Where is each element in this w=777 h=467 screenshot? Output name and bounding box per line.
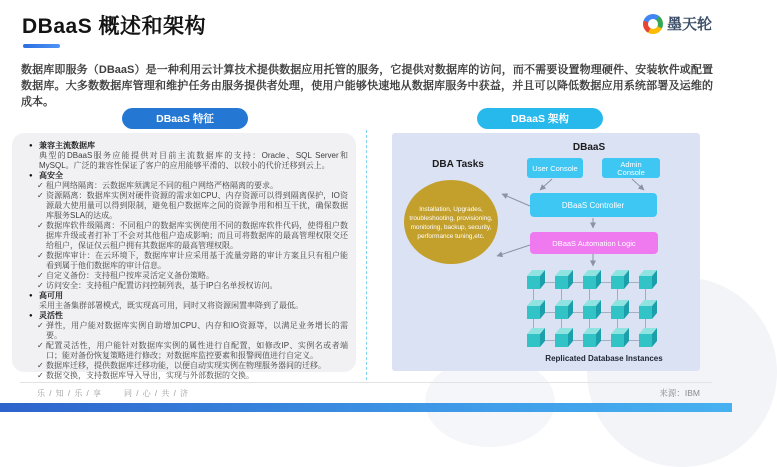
bullet-icon: ●: [29, 313, 33, 319]
motto-right: 同 / 心 / 共 / 济: [124, 389, 190, 398]
arrow-adminconsole-controller: [632, 179, 644, 190]
architecture-diagram: [392, 133, 700, 371]
features-panel: [12, 133, 356, 380]
dashed-divider: [366, 130, 367, 380]
admin-console-label: Console: [617, 168, 645, 177]
section-title: 高可用: [39, 291, 63, 300]
arrow-automation-dbatasks: [497, 245, 530, 256]
section-body: 采用主备集群部署模式，既实现高可用，同时又将资源闲置率降到了最低。: [39, 301, 303, 310]
check-icon: ✓: [37, 191, 44, 200]
admin-console-label: Admin: [620, 160, 642, 169]
list-item: ✓ 弹性，用户能对数据库实例自助增加CPU、内存和IO资源等，以满足业务增长的需要。: [37, 321, 348, 340]
list-item: ✓ 资源隔离：数据库实例对硬件资源的需求如CPU、内存资源可以得到隔离保护，IO资源最大使用量可以得到限制，避免租户数据库之间的资源争用和相互干扰，确保数据库服务SLA的达成。: [37, 191, 348, 220]
feature-section-security: [20, 171, 348, 291]
database-instance-cubes: [527, 270, 657, 347]
list-item: ✓ 访问安全：支持租户配置访问控制列表，基于IP白名单授权访问。: [37, 281, 278, 290]
list-item: ✓ 自定义备份：支持租户按库灵活定义备份策略。: [37, 271, 214, 280]
brand-name: 墨天轮: [666, 16, 712, 33]
title-underline: [23, 44, 60, 48]
section-title: 高安全: [39, 171, 63, 180]
check-icon: ✓: [37, 221, 44, 230]
footer-accent-bar: [0, 403, 732, 412]
check-icon: ✓: [37, 281, 44, 290]
motto-left: 乐 / 知 / 乐 / 享: [37, 389, 103, 398]
arrow-controller-dbatasks: [502, 194, 530, 206]
footer-divider: [20, 382, 712, 383]
check-icon: ✓: [37, 341, 44, 350]
arrow-userconsole-controller: [540, 179, 552, 190]
source-attribution: 来源：IBM: [659, 388, 700, 398]
dba-tasks-text: Installation, Upgrades,: [419, 206, 483, 213]
section-title: 兼容主流数据库: [39, 141, 95, 150]
instances-grid-label: Replicated Database Instances: [545, 354, 663, 363]
dba-tasks-text: monitoring, backup, security,: [410, 224, 492, 231]
bullet-icon: ●: [29, 173, 33, 179]
footer-motto: [37, 388, 211, 399]
feature-section-compatibility: [20, 141, 348, 171]
list-item: ✓ 数据交换，支持数据库导入导出，实现与外部数据的交换。: [37, 371, 254, 380]
brand-logo: [643, 13, 712, 34]
check-icon: ✓: [37, 361, 44, 370]
architecture-panel: [392, 133, 700, 371]
chip-dbaas-features: DBaaS 特征: [122, 108, 248, 129]
list-item: ✓ 租户网络隔离：云数据库须满足不同的租户网络严格隔离的要求。: [37, 181, 278, 190]
dba-tasks-text: troubleshooting, provisioning,: [409, 215, 493, 222]
dba-tasks-text: performance tuning,etc.: [417, 233, 485, 240]
dba-tasks-label: DBA Tasks: [432, 159, 484, 170]
check-icon: ✓: [37, 251, 44, 260]
chip-dbaas-architecture: DBaaS 架构: [477, 108, 603, 129]
diagram-title: DBaaS: [572, 142, 606, 153]
list-item: ✓ 配置灵活性，用户能针对数据库实例的属性进行自配置，如修改IP、实例名或者端口；能对备份恢复策略进行修改；对数据库监控要素和报警阀值进行自定义。: [37, 341, 348, 360]
section-body: 典型的DBaaS服务应能提供对目前主流数据库的支持：Oracle、SQL Server和MySQL。广泛的兼容性保证了客户的应用能够平滑的、以较小的代价迁移到云上。: [39, 151, 348, 170]
list-item: ✓ 数据库审计：在云环境下，数据库审计应采用基于流量旁路的审计方案且只有租户能看到属于他们数据库的审计信息。: [37, 251, 348, 270]
feature-section-ha: [20, 291, 348, 311]
check-icon: ✓: [37, 181, 44, 190]
automation-logic-label: DBaaS Automation Logic: [552, 239, 636, 248]
list-item: ✓ 数据库迁移，提供数据库迁移功能，以便自动实现实例在物理服务器间的迁移。: [37, 361, 326, 370]
section-title: 灵活性: [39, 311, 63, 320]
page-title: DBaaS 概述和架构: [22, 15, 207, 38]
feature-section-flexibility: [20, 311, 348, 381]
brand-pinwheel-icon: [643, 14, 663, 34]
check-icon: ✓: [37, 371, 44, 380]
list-item: ✓ 数据库软件级隔离：不同租户的数据库实例使用不同的数据库软件代码，使得租户数据库升级或者打补丁不会对其他租户造成影响；而且可将数据库的最高管理权限交还给租户，保证仅云租户拥有其数据库的最高管理权限。: [37, 221, 348, 250]
dba-tasks-ellipse: [404, 180, 498, 264]
bullet-icon: ●: [29, 293, 33, 299]
check-icon: ✓: [37, 321, 44, 330]
check-icon: ✓: [37, 271, 44, 280]
bullet-icon: ●: [29, 143, 33, 149]
intro-paragraph: 数据库即服务（DBaaS）是一种利用云计算技术提供数据应用托管的服务，它提供对数据库的访问，而不需要设置物理硬件、安装软件或配置数据库。大多数数据库管理和维护任务由服务提供者处理，使用户能够快速地从数据库服务中获益，并且可以降低数据应用系统部署及运维的成本。: [21, 64, 713, 108]
dbaas-controller-label: DBaaS Controller: [561, 201, 625, 210]
user-console-label: User Console: [532, 164, 578, 173]
